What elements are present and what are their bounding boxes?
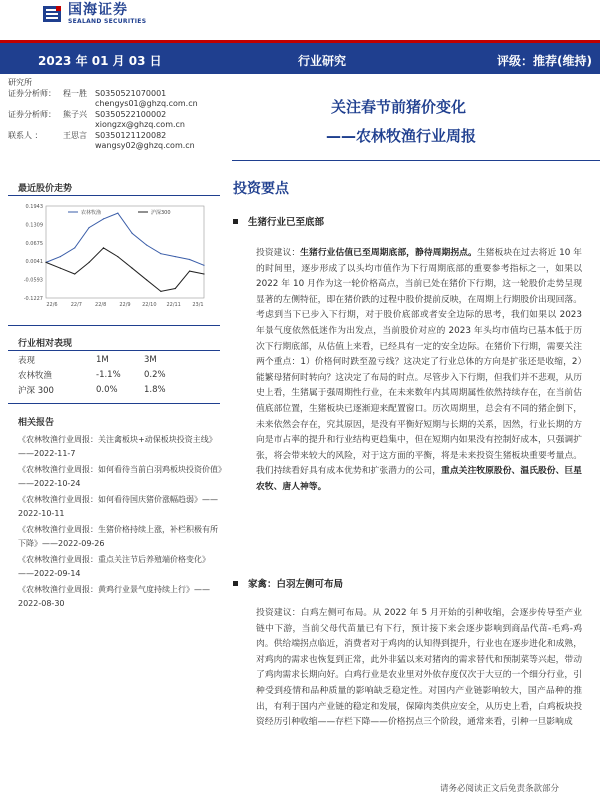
- analyst-name: 程一胜: [63, 88, 87, 98]
- analyst-cert: S0350121120082: [95, 130, 167, 140]
- column-header: 表现: [18, 355, 36, 366]
- data-point: [203, 265, 204, 266]
- stock-trend-chart: [14, 198, 214, 318]
- column-header: 3M: [144, 354, 157, 365]
- table-cell: 1.8%: [144, 384, 166, 395]
- data-point: [160, 253, 161, 254]
- data-point: [117, 256, 118, 257]
- related-heading: 相关报告: [18, 418, 55, 428]
- report-banner: [0, 40, 600, 74]
- data-point: [74, 247, 75, 248]
- x-tick-label: 22/9: [119, 302, 131, 308]
- data-point: [60, 268, 61, 269]
- analyst-heading: 研究所: [8, 78, 32, 87]
- table-row: [18, 367, 203, 382]
- table-cell: 沪深 300: [18, 385, 54, 396]
- analyst-email[interactable]: wangsy02@ghzq.com.cn: [95, 141, 195, 150]
- analyst-block: [8, 78, 233, 152]
- related-report-link[interactable]: 《农林牧渔行业周报：如何看待当前白羽鸡板块投资价值》——2022-10-24: [18, 465, 222, 488]
- series-line-industry: [46, 213, 204, 265]
- related-report-link[interactable]: 《农林牧渔行业周报：生猪价格持续上涨，补栏积极有所下降》——2022-09-26: [18, 525, 218, 548]
- x-tick-label: 23/1: [192, 302, 204, 308]
- data-point: [88, 227, 89, 228]
- analyst-role: 证券分析师：: [8, 88, 56, 98]
- related-report-link[interactable]: 《农林牧渔行业周报：黄鸡行业景气度持续上行》——2022-08-30: [18, 585, 210, 608]
- bullet-heading: [233, 576, 343, 590]
- x-tick-label: 22/6: [46, 302, 58, 308]
- analyst-row: [8, 89, 233, 100]
- table-header: [18, 352, 203, 367]
- sealand-logo-icon: [42, 4, 62, 24]
- analyst-cert: S0350521070001: [95, 88, 167, 98]
- related-report-link[interactable]: 《农林牧渔行业周报：如何看待国庆猪价涨幅趋弱》——2022-10-11: [18, 495, 218, 518]
- para-body: 投资建议：白鸡左侧可布局。从 2022 年 5 月开始的引种收缩，会逐步传导至产业链中下游，当前父母代苗量已有下行，预计接下来会逐步影响到商品代苗-毛鸡-鸡肉。供给端拐点临近，消费者对于鸡肉的认知得到提升，行业也在逐步进化和成熟，对鸡肉的需求也恢复到正常，此外非猛以来对猪肉的需求替代和预制菜等兴起，带动了鸡肉需求长期向好。白鸡行业是农业里对外依存度仅次于大豆的一个细分行业，引种受到疫情和品种质量的影响缺乏稳定性。对国内产业链影响较大，国产品种的推出，有利于国内产业链的稳定和发展，保障肉类供应安全，从历史上看，白鸡板块投资经历引种收缩——存栏下降——价格拐点三个阶段，通常来看，引种一旦影响成: [256, 608, 582, 728]
- data-point: [146, 244, 147, 245]
- square-bullet-icon: [233, 219, 238, 224]
- y-tick-label: -0.0593: [23, 277, 43, 284]
- brand-name-cn: 国海证券: [68, 2, 128, 18]
- table-cell: 0.0%: [96, 384, 118, 395]
- data-point: [117, 212, 118, 213]
- bullet-heading: [233, 214, 324, 228]
- x-tick-label: 22/8: [95, 302, 107, 308]
- data-point: [132, 233, 133, 234]
- analyst-name: 王思言: [63, 130, 87, 140]
- column-header: 1M: [96, 354, 109, 365]
- data-point: [74, 273, 75, 274]
- disclaimer-note: 请务必阅读正文后免责条款部分: [440, 784, 560, 794]
- trend-divider: [8, 195, 220, 196]
- report-title: 关注春节前猪价变化: [331, 98, 467, 116]
- data-point: [103, 247, 104, 248]
- data-point: [60, 256, 61, 257]
- legend-label: 沪深300: [151, 210, 171, 216]
- data-point: [132, 268, 133, 269]
- data-point: [203, 273, 204, 274]
- report-rating: 评级：推荐(维持): [497, 54, 592, 68]
- related-report-link[interactable]: 《农林牧渔行业周报：关注禽板块+动保板块投资主线》——2022-11-7: [18, 435, 217, 458]
- brand-name-en: SEALAND SECURITIES: [68, 18, 147, 25]
- bullet-text: 家禽：白羽左侧可布局: [248, 579, 344, 590]
- data-point: [175, 256, 176, 257]
- data-point: [146, 279, 147, 280]
- report-date: 2023 年 01 月 03 日: [38, 54, 162, 68]
- analyst-email[interactable]: chengys01@ghzq.com.cn: [95, 99, 198, 108]
- report-category: 行业研究: [298, 54, 347, 68]
- data-point: [160, 291, 161, 292]
- y-tick-label: 0.1309: [25, 222, 43, 229]
- trend-heading: 最近股价走势: [18, 184, 73, 194]
- paragraph-poultry: [256, 606, 582, 731]
- y-tick-label: 0.0041: [25, 259, 43, 266]
- x-tick-label: 22/10: [142, 302, 157, 308]
- paragraph-pig: [256, 246, 582, 496]
- analyst-row: [8, 131, 233, 142]
- table-cell: -1.1%: [96, 369, 121, 380]
- x-tick-label: 22/11: [166, 302, 181, 308]
- data-point: [189, 270, 190, 271]
- chart-frame: [46, 206, 204, 298]
- data-point: [189, 259, 190, 260]
- data-point: [103, 218, 104, 219]
- analyst-email[interactable]: xiongzx@ghzq.com.cn: [95, 120, 185, 129]
- report-subtitle: ——农林牧渔行业周报: [326, 127, 477, 145]
- analyst-role: 联系人 ：: [8, 130, 43, 140]
- analyst-name: 熊子兴: [63, 109, 87, 119]
- table-row: [18, 382, 203, 397]
- chart-divider: [8, 325, 220, 326]
- data-point: [175, 288, 176, 289]
- title-divider: [232, 160, 600, 161]
- data-point: [45, 262, 46, 263]
- y-tick-label: -0.1227: [23, 296, 43, 302]
- y-tick-label: 0.1943: [25, 204, 43, 210]
- y-tick-label: 0.0675: [25, 240, 43, 247]
- performance-table: [18, 352, 203, 397]
- square-bullet-icon: [233, 581, 238, 586]
- para-body: 生猪板块在过去将近 10 年的时间里，逐步形成了以头均市值作为下行周期底部的重要参考指标之一，如果以 2022 年 10 月作为这一轮价格高点，当前已处在猪价下行期，这一轮股价走势呈现显著的左侧特征，即在猪价跌的过程中股价提前反映，在周期上行期股价出现回落。考虑到当下已步入下行期，对于股价底部或者安全边际的思考，我们如果以 2023 年景气度依然低迷作为出发点，当前股价对应的 2023 年头均市值均已基本低于历次下行期底部，从估值上来看，已经具有一定的安全边际。在猪价下行期，需要关注两个重点：1）价格何时跌至盈亏线？这决定了行业总体的方向是扩张还是收缩，2）能繁母猪何时转向？这决定了布局的时点。尽管步入下行期，但我们并不悲观，从历史上看，生猪属于强周期性行业，在未来数年内其周期属性依然持续存在，在当前估值底部位置，生猪板块已逐渐迎来配置窗口。历次周期里，总会有不同的猪企倒下，未来依然会存在，究其原因，是没有平衡好短期与长期的关系，因然，行业长期的方向是市占率的提升和行业结构更趋集中，但在短期内如果没有控制好成本，只强调扩张，将会带来较大的风险，对于这方面的平衡，将是未来投资生猪板块重要考量点。我们持续看好具有成本优势和扩张潜力的公司，: [256, 248, 582, 477]
- performance-divider: [8, 350, 220, 351]
- para-lead: 投资建议：: [256, 248, 301, 258]
- related-report-link[interactable]: 《农林牧渔行业周报：重点关注节后养殖端价格变化》——2022-09-14: [18, 555, 210, 578]
- performance-heading: 行业相对表现: [18, 339, 73, 349]
- data-point: [88, 262, 89, 263]
- x-tick-label: 22/7: [70, 302, 82, 308]
- para-highlight: 生猪行业估值已至周期底部，静待周期拐点。: [300, 248, 477, 258]
- performance-bottom-divider: [8, 403, 220, 404]
- section-title: 投资要点: [233, 181, 289, 197]
- bullet-text: 生猪行业已至底部: [248, 217, 325, 228]
- series-line-index: [46, 248, 204, 292]
- analyst-cert: S0350522100002: [95, 109, 167, 119]
- para-highlight-tail: 重点关注牧原股份、温氏股份、巨星农牧、唐人神等。: [256, 466, 582, 492]
- analyst-role: 证券分析师：: [8, 109, 56, 119]
- related-report-list: [18, 433, 223, 613]
- table-cell: 0.2%: [144, 369, 166, 380]
- analyst-row: [8, 110, 233, 121]
- brand-logo: [42, 3, 146, 25]
- legend-label: 农林牧渔: [81, 210, 102, 216]
- table-cell: 农林牧渔: [18, 370, 53, 381]
